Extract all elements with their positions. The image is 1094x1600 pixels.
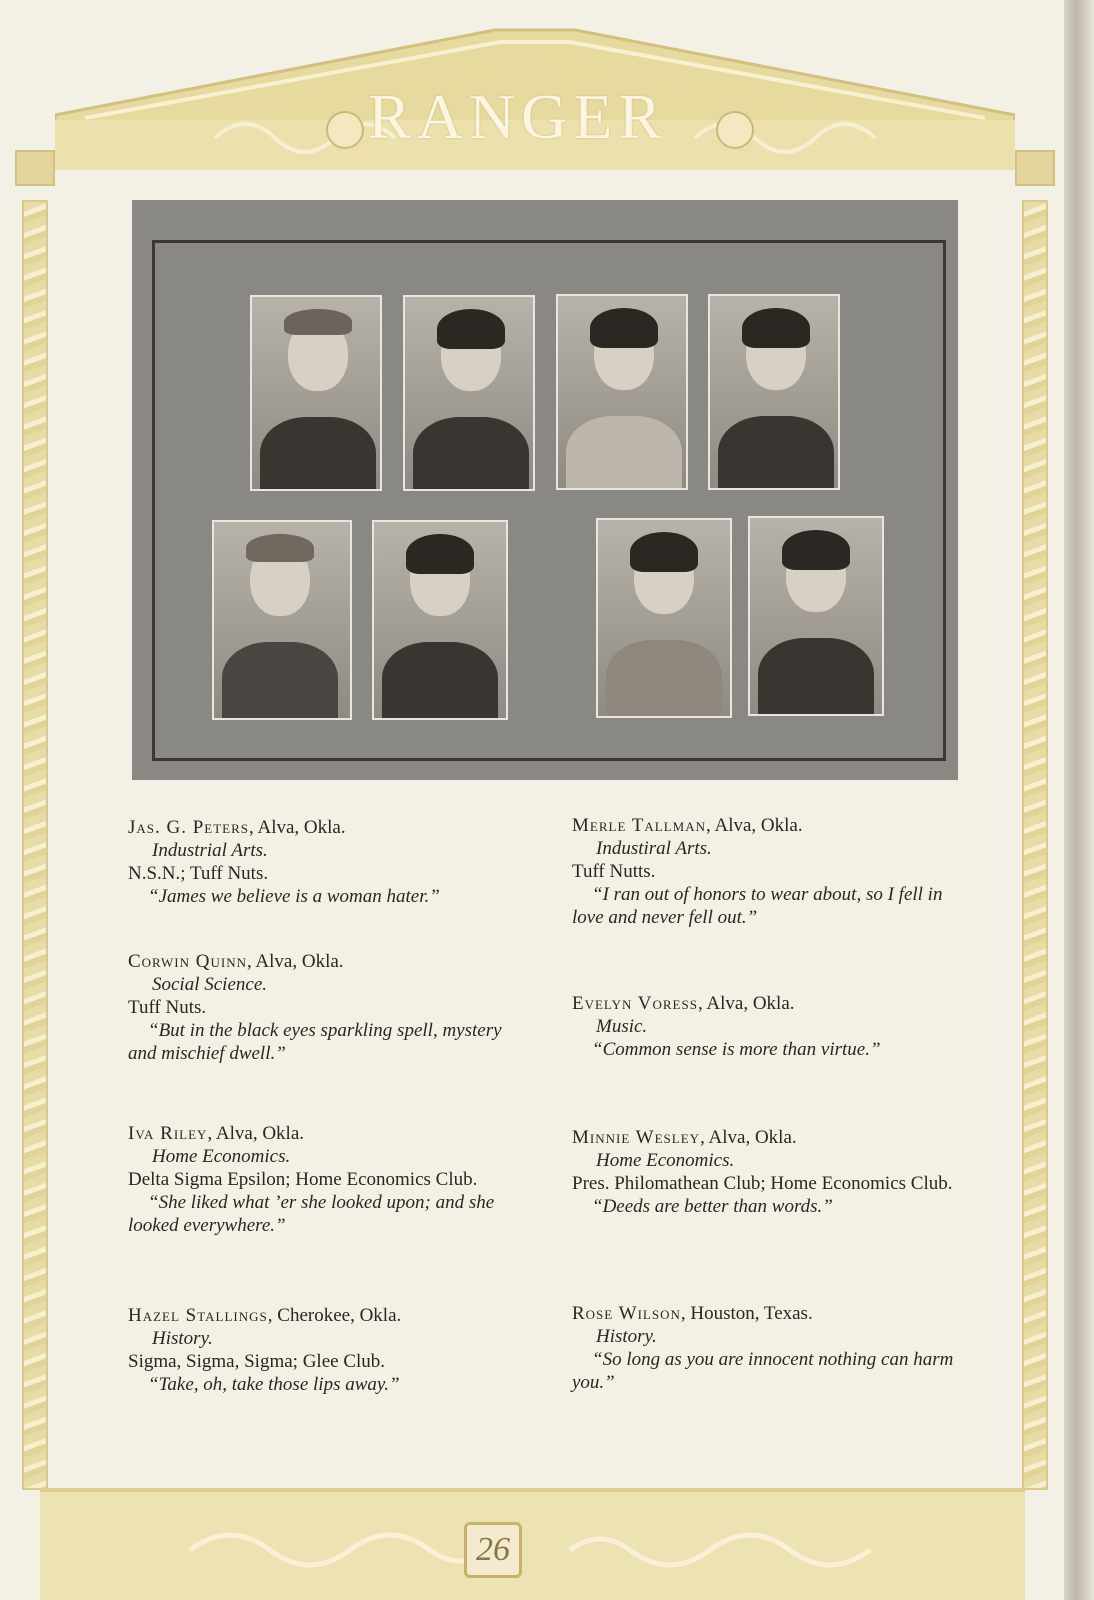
student-activities: Delta Sigma Epsilon; Home Economics Club.	[128, 1169, 478, 1190]
student-quote: “James we believe is a woman hater.”	[148, 886, 440, 907]
right-rope-border	[1022, 200, 1048, 1490]
entry-rose-wilson	[572, 1302, 972, 1394]
student-quote: “So long as you are innocent nothing can harm you.”	[572, 1349, 954, 1393]
student-quote: “Take, oh, take those lips away.”	[148, 1374, 400, 1395]
left-rope-border	[22, 200, 48, 1490]
student-place: , Houston, Texas.	[680, 1303, 813, 1324]
student-quote: “She liked what ’er she looked upon; and she looked everywhere.”	[128, 1192, 495, 1236]
footer-scroll-ornament	[130, 1510, 930, 1580]
student-activities: Tuff Nutts.	[572, 861, 656, 882]
student-name: Jas. G. Peters	[128, 817, 250, 838]
student-field: Home Economics.	[152, 1146, 291, 1167]
student-place: , Alva, Okla.	[249, 817, 346, 838]
portrait-corwin-quinn	[212, 520, 352, 720]
entry-iva-riley	[128, 1122, 528, 1237]
student-activities: Tuff Nuts.	[128, 997, 207, 1018]
student-place: , Alva, Okla.	[207, 1123, 305, 1144]
student-field: Music.	[596, 1016, 648, 1037]
student-field: Industrial Arts.	[152, 840, 268, 861]
student-name: Hazel Stallings	[128, 1305, 268, 1326]
student-field: Industiral Arts.	[596, 838, 712, 859]
student-place: , Alva, Okla.	[700, 1127, 797, 1148]
entry-hazel-stallings	[128, 1304, 528, 1396]
student-field: Home Economics.	[596, 1150, 735, 1171]
entry-jas-peters	[128, 816, 440, 908]
student-name: Merle Tallman	[572, 815, 707, 836]
student-place: , Alva, Okla.	[246, 951, 344, 972]
portrait-rose-wilson	[748, 516, 884, 716]
title-the: The	[505, 50, 562, 87]
portrait-jas-peters	[250, 295, 382, 491]
entry-evelyn-voress	[572, 992, 972, 1061]
student-quote: “I ran out of honors to wear about, so I fell in love and never fell out.”	[572, 884, 943, 928]
student-activities: Sigma, Sigma, Sigma; Glee Club.	[128, 1351, 386, 1372]
student-quote: “Deeds are better than words.”	[592, 1196, 833, 1217]
student-quote: “Common sense is more than virtue.”	[592, 1039, 881, 1060]
title-ranger: RANGER	[368, 81, 668, 152]
left-column-capital	[15, 150, 55, 186]
student-activities: Pres. Philomathean Club; Home Economics Club.	[572, 1173, 953, 1194]
portrait-panel	[132, 200, 958, 780]
entry-merle-tallman	[572, 814, 972, 929]
right-column-capital	[1015, 150, 1055, 186]
student-quote: “But in the black eyes sparkling spell, mystery and mischief dwell.”	[128, 1020, 502, 1064]
student-field: Social Science.	[152, 974, 268, 995]
student-place: , Alva, Okla.	[697, 993, 795, 1014]
student-name: Minnie Wesley	[572, 1127, 701, 1148]
footer-ornament	[40, 1488, 1025, 1600]
student-place: , Alva, Okla.	[706, 815, 803, 836]
portrait-evelyn-voress	[708, 294, 840, 490]
portrait-hazel-stallings	[372, 520, 508, 720]
student-name: Iva Riley	[128, 1123, 208, 1144]
portrait-merle-tallman	[403, 295, 535, 491]
entry-minnie-wesley	[572, 1126, 972, 1218]
student-activities: N.S.N.; Tuff Nuts.	[128, 863, 269, 884]
student-field: History.	[152, 1328, 213, 1349]
portrait-iva-riley	[556, 294, 688, 490]
student-field: History.	[596, 1326, 657, 1347]
page-number: 26	[464, 1522, 522, 1578]
student-place: , Cherokee, Okla.	[267, 1305, 402, 1326]
portrait-minnie-wesley	[596, 518, 732, 718]
student-name: Rose Wilson	[572, 1303, 681, 1324]
entry-corwin-quinn	[128, 950, 528, 1065]
student-name: Evelyn Voress	[572, 993, 698, 1014]
student-name: Corwin Quinn	[128, 951, 247, 972]
page-edge	[1064, 0, 1094, 1600]
